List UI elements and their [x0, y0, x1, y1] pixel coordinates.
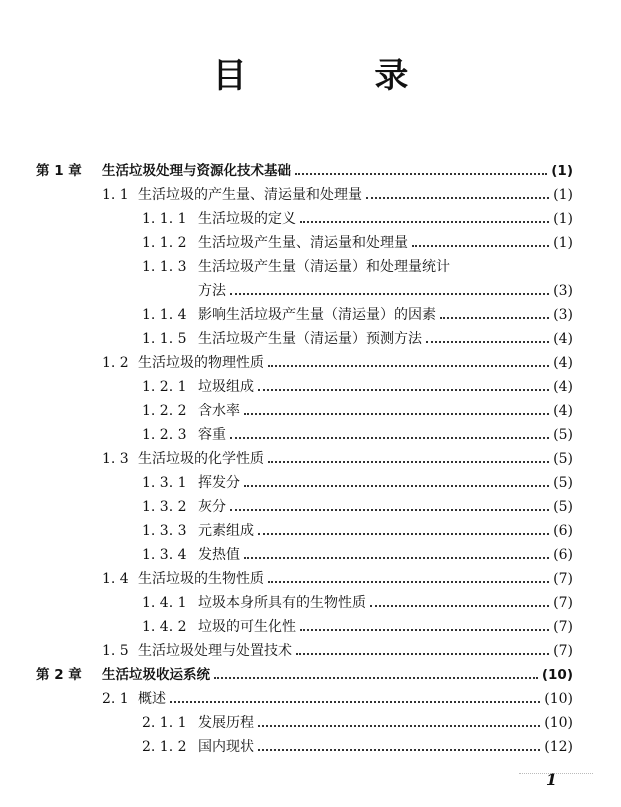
leader-dots [295, 173, 547, 175]
entry-number: 2. 1. 1 [142, 715, 187, 731]
entry-title: 生活垃圾的定义 [198, 211, 296, 227]
entry-title: 生活垃圾处理与资源化技术基础 [102, 163, 291, 179]
entry-title: 容重 [198, 427, 226, 443]
toc-entry-1-2-2[interactable] [142, 396, 573, 420]
toc-entry-1-5[interactable] [102, 636, 573, 660]
entry-page: (5) [553, 499, 573, 515]
toc-entry-1-3-2[interactable] [142, 492, 573, 516]
leader-dots [300, 629, 549, 631]
leader-dots [214, 677, 538, 679]
entry-number: 第 1 章 [36, 163, 82, 179]
leader-dots [258, 389, 549, 391]
leader-dots [440, 317, 549, 319]
entry-number: 1. 2 [102, 355, 129, 371]
leader-dots [258, 533, 549, 535]
entry-number: 1. 3. 2 [142, 499, 187, 515]
entry-number: 第 2 章 [36, 667, 82, 683]
leader-dots [370, 605, 549, 607]
entry-number: 1. 4. 2 [142, 619, 187, 635]
entry-page: (7) [553, 619, 573, 635]
page-number: 1 [545, 770, 557, 789]
leader-dots [268, 581, 549, 583]
leader-dots [244, 485, 549, 487]
toc-entry-1-1-3-cont[interactable] [142, 276, 573, 300]
entry-number: 1. 2. 1 [142, 379, 187, 395]
entry-page: (1) [553, 235, 573, 251]
entry-page: (5) [553, 451, 573, 467]
entry-title: 发展历程 [198, 715, 254, 731]
entry-title: 生活垃圾产生量（清运量）和处理量统计 [198, 259, 450, 275]
leader-dots [230, 437, 549, 439]
entry-title: 影响生活垃圾产生量（清运量）的因素 [198, 307, 436, 323]
entry-title: 垃圾的可生化性 [198, 619, 296, 635]
entry-page: (1) [551, 163, 573, 179]
toc-entry-1-3[interactable] [102, 444, 573, 468]
entry-title: 生活垃圾的化学性质 [138, 451, 264, 467]
toc-entry-chapter-1[interactable] [36, 156, 573, 180]
entry-page: (7) [553, 571, 573, 587]
entry-number: 2. 1 [102, 691, 129, 707]
entry-number: 1. 2. 3 [142, 427, 187, 443]
entry-title: 生活垃圾的生物性质 [138, 571, 264, 587]
entry-page: (3) [553, 307, 573, 323]
leader-dots [258, 749, 540, 751]
entry-title: 垃圾组成 [198, 379, 254, 395]
entry-title: 生活垃圾产生量（清运量）预测方法 [198, 331, 422, 347]
leader-dots [170, 701, 540, 703]
toc-entry-1-3-3[interactable] [142, 516, 573, 540]
entry-page: (4) [553, 355, 573, 371]
toc-entry-2-1-2[interactable] [142, 732, 573, 756]
entry-number: 1. 3. 1 [142, 475, 187, 491]
entry-number: 1. 4. 1 [142, 595, 187, 611]
entry-title: 发热值 [198, 547, 240, 563]
leader-dots [366, 197, 549, 199]
entry-title: 生活垃圾收运系统 [102, 667, 210, 683]
entry-number: 1. 5 [102, 643, 129, 659]
entry-page: (5) [553, 427, 573, 443]
entry-page: (10) [541, 667, 573, 683]
entry-title: 挥发分 [198, 475, 240, 491]
entry-page: (6) [553, 523, 573, 539]
entry-title: 元素组成 [198, 523, 254, 539]
toc-entry-1-1-3[interactable] [142, 252, 573, 276]
entry-number: 2. 1. 2 [142, 739, 187, 755]
entry-number: 1. 1. 3 [142, 259, 187, 275]
entry-number: 1. 1 [102, 187, 129, 203]
entry-page: (5) [553, 475, 573, 491]
toc-entry-2-1-1[interactable] [142, 708, 573, 732]
toc-entry-1-2[interactable] [102, 348, 573, 372]
entry-number: 1. 1. 5 [142, 331, 187, 347]
toc-entry-1-1-1[interactable] [142, 204, 573, 228]
leader-dots [244, 557, 549, 559]
entry-title: 方法 [198, 283, 226, 299]
entry-title: 含水率 [198, 403, 240, 419]
toc-entry-1-4-2[interactable] [142, 612, 573, 636]
page-title: 目 录 [212, 56, 467, 96]
entry-page: (1) [553, 187, 573, 203]
toc-entry-1-1-5[interactable] [142, 324, 573, 348]
leader-dots [230, 509, 549, 511]
leader-dots [296, 653, 549, 655]
leader-dots [300, 221, 549, 223]
entry-page: (4) [553, 403, 573, 419]
entry-number: 1. 3 [102, 451, 129, 467]
toc-entry-1-3-1[interactable] [142, 468, 573, 492]
entry-number: 1. 1. 1 [142, 211, 187, 227]
toc-entry-1-3-4[interactable] [142, 540, 573, 564]
entry-page: (6) [553, 547, 573, 563]
entry-title: 生活垃圾的物理性质 [138, 355, 264, 371]
leader-dots [426, 341, 549, 343]
toc-entry-1-1-4[interactable] [142, 300, 573, 324]
toc-entry-2-1[interactable] [102, 684, 573, 708]
toc-entry-1-1[interactable] [102, 180, 573, 204]
toc-entry-1-2-3[interactable] [142, 420, 573, 444]
entry-title: 国内现状 [198, 739, 254, 755]
entry-number: 1. 1. 2 [142, 235, 187, 251]
leader-dots [230, 293, 549, 295]
leader-dots [412, 245, 549, 247]
entry-page: (1) [553, 211, 573, 227]
toc-entry-chapter-2[interactable] [36, 660, 573, 684]
leader-dots [268, 461, 549, 463]
entry-page: (4) [553, 379, 573, 395]
toc-entry-1-4[interactable] [102, 564, 573, 588]
entry-page: (7) [553, 643, 573, 659]
leader-dots [244, 413, 549, 415]
leader-dots [258, 725, 540, 727]
entry-number: 1. 4 [102, 571, 129, 587]
entry-page: (4) [553, 331, 573, 347]
entry-number: 1. 3. 4 [142, 547, 187, 563]
toc-entry-1-1-2[interactable] [142, 228, 573, 252]
leader-dots [268, 365, 549, 367]
entry-title: 垃圾本身所具有的生物性质 [198, 595, 366, 611]
entry-page: (7) [553, 595, 573, 611]
entry-page: (10) [544, 691, 573, 707]
entry-title: 生活垃圾的产生量、清运量和处理量 [138, 187, 362, 203]
entry-title: 生活垃圾处理与处置技术 [138, 643, 292, 659]
toc-entry-1-4-1[interactable] [142, 588, 573, 612]
entry-page: (12) [544, 739, 573, 755]
entry-number: 1. 1. 4 [142, 307, 187, 323]
entry-title: 灰分 [198, 499, 226, 515]
toc-entry-1-2-1[interactable] [142, 372, 573, 396]
entry-title: 生活垃圾产生量、清运量和处理量 [198, 235, 408, 251]
entry-page: (10) [544, 715, 573, 731]
entry-number: 1. 2. 2 [142, 403, 187, 419]
entry-number: 1. 3. 3 [142, 523, 187, 539]
entry-title: 概述 [138, 691, 166, 707]
entry-page: (3) [553, 283, 573, 299]
